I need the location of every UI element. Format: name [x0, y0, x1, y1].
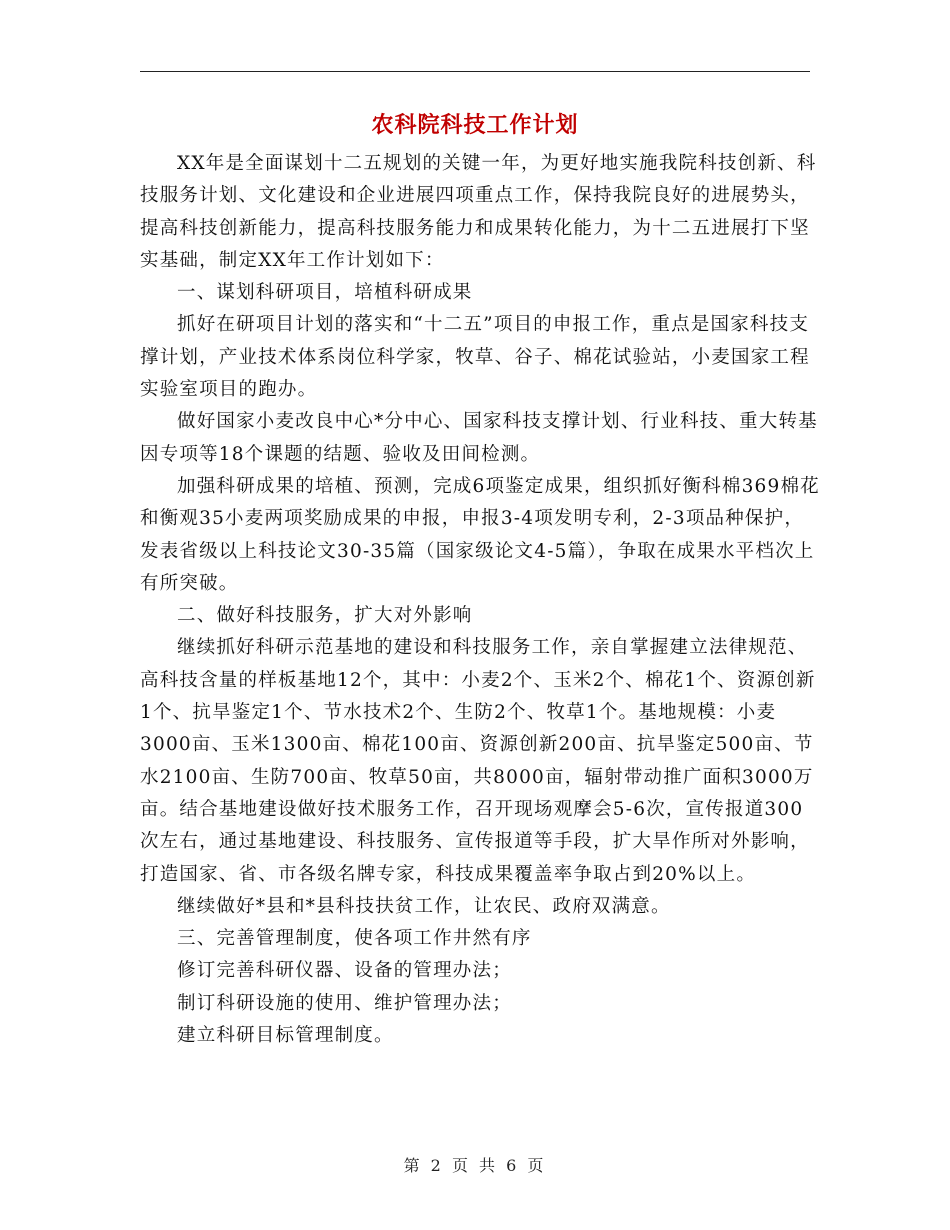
header-rule	[140, 71, 810, 72]
section-heading-2: 二、做好科技服务，扩大对外影响	[177, 605, 473, 627]
paragraph: 继续做好*县和*县科技扶贫工作，让农民、政府双满意。	[177, 895, 671, 917]
section-heading-3: 三、完善管理制度，使各项工作井然有序	[177, 928, 532, 950]
paragraph: 加强科研成果的培植、预测，完成6项鉴定成果，组织抓好衡科棉369棉花和衡观35小麦两项奖励成果的申报，申报3-4项发明专利，2-3项品种保护，发表省级以上科技论文30-35篇（国家级论文4-5篇），争取在成果水平档次上有所突破。	[140, 475, 820, 594]
paragraph: 制订科研设施的使用、维护管理办法；	[177, 992, 512, 1014]
section-heading-1: 一、谋划科研项目，培植科研成果	[177, 282, 473, 304]
page-number: 第 2 页 共 6 页	[403, 1156, 547, 1175]
document-body	[140, 148, 820, 1052]
paragraph: 做好国家小麦改良中心*分中心、国家科技支撑计划、行业科技、重大转基因专项等18个课题的结题、验收及田间检测。	[140, 411, 818, 465]
paragraph: 建立科研目标管理制度。	[177, 1025, 394, 1047]
paragraph: 修订完善科研仪器、设备的管理办法；	[177, 960, 512, 982]
paragraph: 继续抓好科研示范基地的建设和科技服务工作，亲自掌握建立法律规范、高科技含量的样板基地12个，其中：小麦2个、玉米2个、棉花1个、资源创新1个、抗旱鉴定1个、节水技术2个、生防2个、牧草1个。基地规模：小麦3000亩、玉米1300亩、棉花100亩、资源创新200亩、抗旱鉴定500亩、节水2100亩、生防700亩、牧草50亩，共8000亩，辐射带动推广面积3000万亩。结合基地建设做好技术服务工作，召开现场观摩会5-6次，宣传报道300次左右，通过基地建设、科技服务、宣传报道等手段，扩大旱作所对外影响，打造国家、省、市各级名牌专家，科技成果覆盖率争取占到20%以上。	[140, 637, 816, 885]
paragraph-intro: XX年是全面谋划十二五规划的关键一年，为更好地实施我院科技创新、科技服务计划、文化建设和企业进展四项重点工作，保持我院良好的进展势头，提高科技创新能力，提高科技服务能力和成果转化能力，为十二五进展打下坚实基础，制定XX年工作计划如下：	[140, 153, 817, 271]
document-title: 农科院科技工作计划	[371, 112, 579, 138]
paragraph: 抓好在研项目计划的落实和“十二五”项目的申报工作，重点是国家科技支撑计划，产业技术体系岗位科学家，牧草、谷子、棉花试验站，小麦国家工程实验室项目的跑办。	[140, 314, 810, 401]
